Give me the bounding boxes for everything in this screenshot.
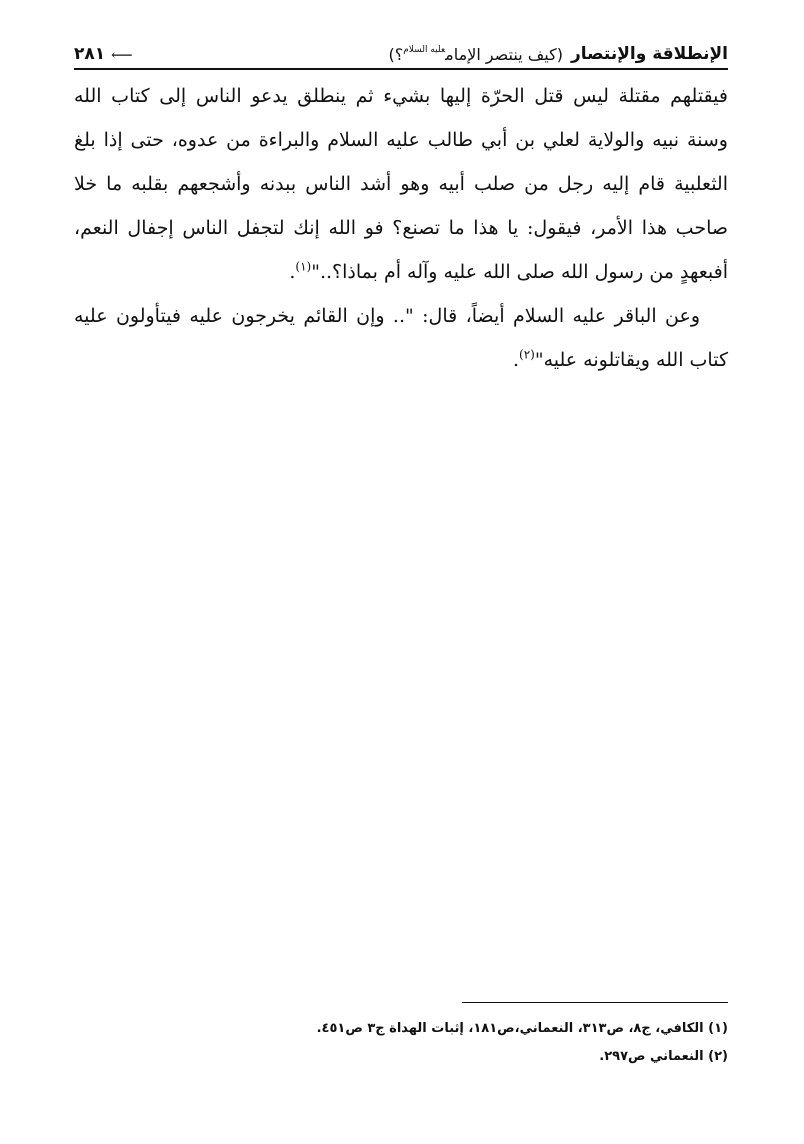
honorific-mark: عليه السلام [403, 45, 446, 55]
footnotes [74, 1015, 728, 1071]
chapter-title-close: ؟) [388, 45, 404, 64]
page-header [74, 30, 728, 70]
paragraph-1 [74, 74, 728, 294]
footnote-1: (١) الكافي، ج٨، ص٣١٣، النعماني،ص١٨١، إثبات الهداة ج٣ ص٤٥١. [316, 1021, 728, 1036]
footnote-ref-1: (١) [295, 259, 312, 274]
main-text [74, 74, 728, 382]
chapter-title [389, 45, 564, 64]
paragraph-2 [74, 294, 728, 382]
footnote-ref-2: (٢) [519, 347, 535, 362]
page-number: ٢٨١ [74, 44, 106, 64]
paragraph-2-end: . [512, 349, 520, 371]
header-title-group [389, 44, 729, 64]
paragraph-2-text: وعن الباقر عليه السلام أيضاً، قال: ".. وإن القائم يخرجون عليه فيتأولون عليه كتاب الله ويقاتلونه عليه" [74, 305, 728, 371]
header-page-group [74, 44, 133, 64]
footnote-2: (٢) النعماني ص٢٩٧. [599, 1049, 728, 1064]
paragraph-1-end: . [289, 261, 296, 283]
book-title: الإنطلاقة والإنتصار [571, 44, 728, 64]
separator-icon: ⟵ [111, 46, 133, 64]
paragraph-1-text: فيقتلهم مقتلة ليس قتل الحرّة إليها بشيء ثم ينطلق يدعو الناس إلى كتاب الله وسنة نبيه والولاية لعلي بن أبي طالب عليه السلام والبراءة من عدوه، حتى إذا بلغ الثعلبية قام إليه رجل من صلب أبيه وهو أشد الناس ببدنه وأشجعهم بقلبه ما خلا صاحب هذا الأمر، فيقول: يا هذا ما تصنع؟ فو الله إنك لتجفل الناس إجفال النعم، أفبعهدٍ من رسول الله صلى الله عليه وآله أم بماذا؟.." [74, 85, 728, 283]
footnote-divider [462, 1002, 728, 1003]
chapter-title-text: (كيف ينتصر الإمام [445, 45, 563, 64]
